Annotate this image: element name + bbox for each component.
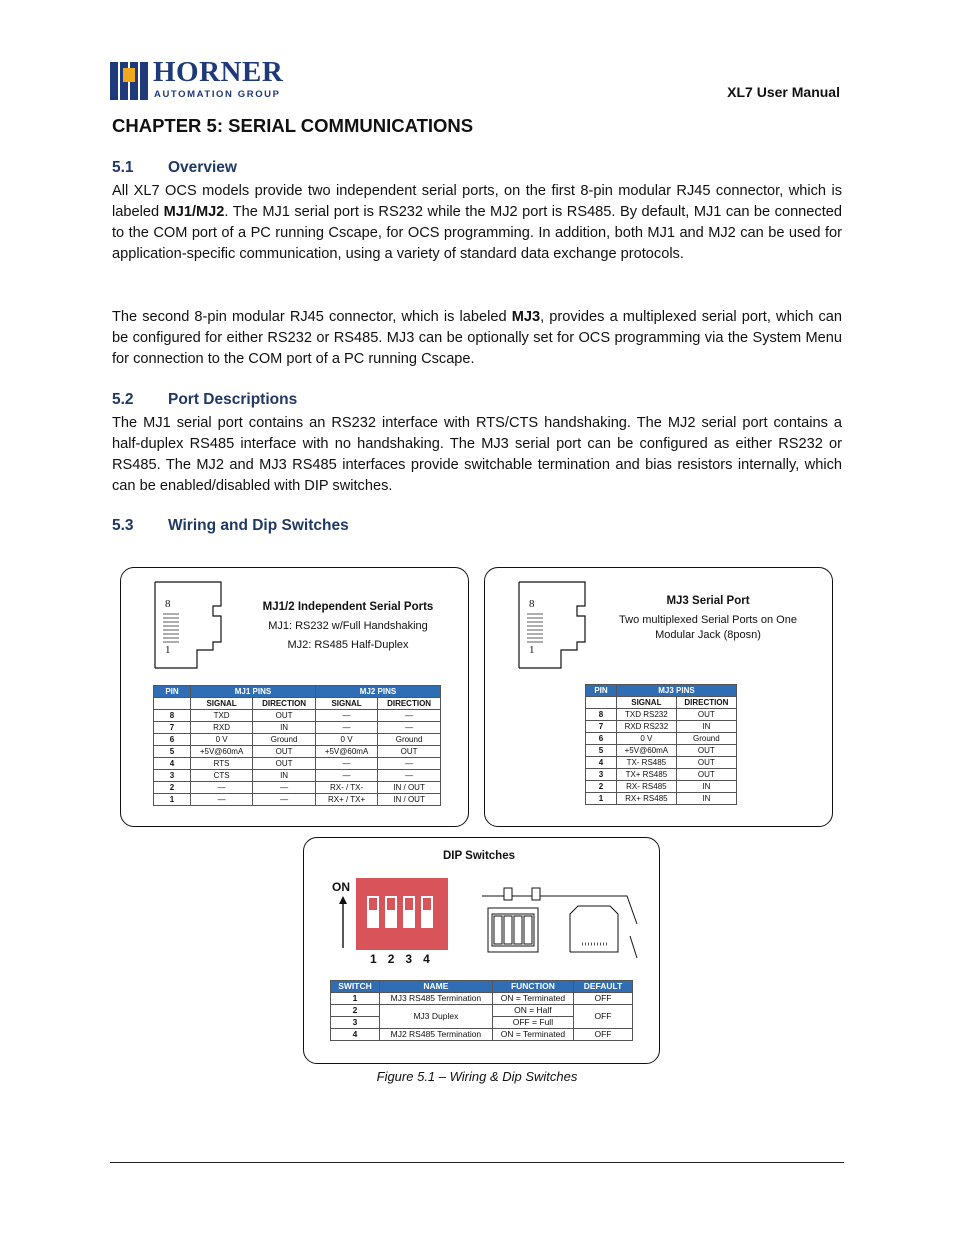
table-cell: OFF = Full [492, 1017, 573, 1029]
dip-on-label: ON [332, 880, 350, 894]
table-cell: — [378, 710, 441, 722]
table-cell: 4 [331, 1029, 380, 1041]
mj12-pin-table [153, 685, 441, 806]
table-cell: OFF [574, 1005, 633, 1029]
table-cell: — [378, 770, 441, 782]
table-row [154, 770, 441, 782]
section-heading-overview [112, 159, 237, 177]
table-cell: IN [253, 770, 316, 782]
table-cell: 1 [586, 793, 617, 805]
overview-paragraph-1 [112, 181, 842, 265]
overview-paragraph-2 [112, 307, 842, 370]
mj12-line1: MJ1: RS232 w/Full Handshaking [268, 620, 428, 632]
mj3-title: MJ3 Serial Port [666, 595, 750, 607]
table-cell: 8 [154, 710, 191, 722]
figure-caption: Figure 5.1 – Wiring & Dip Switches [376, 1069, 578, 1084]
table-cell: — [191, 782, 253, 794]
table-cell: CTS [191, 770, 253, 782]
table-header: FUNCTION [492, 981, 573, 993]
table-row [586, 793, 737, 805]
table-cell: TX- RS485 [617, 757, 677, 769]
table-row [586, 781, 737, 793]
table-row [586, 745, 737, 757]
table-cell: 1 [154, 794, 191, 806]
dip-number: 3 [405, 952, 413, 966]
table-row [586, 733, 737, 745]
table-row [154, 722, 441, 734]
section-number: 5.1 [112, 159, 134, 176]
table-header: MJ1 PINS [191, 686, 316, 698]
table-cell: 7 [586, 721, 617, 733]
table-cell: — [191, 794, 253, 806]
table-cell: +5V@60mA [191, 746, 253, 758]
table-subheader: DIRECTION [253, 698, 316, 710]
table-row [154, 782, 441, 794]
table-cell: IN [676, 721, 736, 733]
table-cell: RX- RS485 [617, 781, 677, 793]
table-cell: MJ3 Duplex [380, 1005, 493, 1029]
table-cell: Ground [378, 734, 441, 746]
dip-number: 1 [370, 952, 377, 966]
table-row [154, 710, 441, 722]
dip-switch-block-icon [356, 878, 448, 950]
table-cell: RTS [191, 758, 253, 770]
table-cell: OUT [676, 757, 736, 769]
section-title: Overview [168, 159, 237, 176]
table-header: SWITCH [331, 981, 380, 993]
section-heading-wiring [112, 517, 349, 535]
table-row [331, 1029, 633, 1041]
table-cell: 6 [586, 733, 617, 745]
table-cell: ON = Terminated [492, 1029, 573, 1041]
table-subheader [154, 698, 191, 710]
table-row [331, 1005, 633, 1017]
table-cell: 0 V [191, 734, 253, 746]
table-cell: — [315, 710, 377, 722]
manual-title: XL7 User Manual [727, 84, 840, 100]
table-cell: — [253, 782, 316, 794]
table-cell: IN / OUT [378, 782, 441, 794]
table-cell: RXD [191, 722, 253, 734]
text-run: All XL7 OCS models provide two independent serial ports, on the first 8-pin modular RJ45 connector, which is labeled [112, 183, 842, 220]
table-cell: OUT [676, 709, 736, 721]
table-cell: — [378, 722, 441, 734]
table-cell: OFF [574, 1029, 633, 1041]
mj3-line2: Modular Jack (8posn) [655, 629, 761, 641]
dip-number-row [370, 952, 450, 966]
chapter-title: CHAPTER 5: SERIAL COMMUNICATIONS [112, 115, 474, 136]
table-subheader: SIGNAL [315, 698, 377, 710]
table-cell: 2 [154, 782, 191, 794]
table-header: NAME [380, 981, 493, 993]
table-row [331, 993, 633, 1005]
section-number: 5.2 [112, 391, 134, 408]
table-cell: MJ3 RS485 Termination [380, 993, 493, 1005]
section-title: Port Descriptions [168, 391, 298, 408]
dip-number: 4 [423, 952, 430, 966]
table-cell: 3 [586, 769, 617, 781]
table-row [154, 746, 441, 758]
table-subheader: SIGNAL [617, 697, 677, 709]
table-cell: 4 [154, 758, 191, 770]
table-cell: ON = Terminated [492, 993, 573, 1005]
text-run: , provides a multiplexed serial port, which can be configured for either RS232 or RS485. MJ3 can be optionally set for OCS programming via the System Menu for connection to the COM port of a PC running Cscape. [112, 309, 842, 367]
table-cell: OUT [253, 758, 316, 770]
table-cell: IN [676, 793, 736, 805]
mj3-panel [484, 567, 833, 827]
table-cell: ON = Half [492, 1005, 573, 1017]
text-bold: MJ3 [511, 309, 541, 325]
section-title: Wiring and Dip Switches [168, 517, 349, 534]
table-cell: 6 [154, 734, 191, 746]
table-row [154, 734, 441, 746]
table-cell: TXD [191, 710, 253, 722]
table-cell: 2 [586, 781, 617, 793]
table-header: PIN [154, 686, 191, 698]
table-cell: 3 [331, 1017, 380, 1029]
table-cell: — [253, 794, 316, 806]
table-cell: OUT [253, 746, 316, 758]
table-cell: — [315, 722, 377, 734]
table-cell: 5 [154, 746, 191, 758]
table-cell: OUT [378, 746, 441, 758]
footer-divider [110, 1162, 844, 1163]
table-cell: 2 [331, 1005, 380, 1017]
table-cell: RXD RS232 [617, 721, 677, 733]
jack-pin-1-label: 1 [529, 644, 535, 656]
jack-pin-8-label: 8 [165, 598, 171, 610]
table-row [586, 757, 737, 769]
mj12-title: MJ1/2 Independent Serial Ports [262, 601, 434, 613]
table-cell: — [378, 758, 441, 770]
table-row [154, 794, 441, 806]
rj45-jack-icon [151, 580, 223, 672]
table-cell: 0 V [315, 734, 377, 746]
table-cell: RX+ RS485 [617, 793, 677, 805]
mj12-panel [120, 567, 469, 827]
table-header: MJ3 PINS [617, 685, 737, 697]
jack-pin-8-label: 8 [529, 598, 535, 610]
table-cell: 7 [154, 722, 191, 734]
table-cell: — [315, 758, 377, 770]
table-cell: IN [253, 722, 316, 734]
device-side-view-icon [482, 886, 642, 962]
table-cell: 3 [154, 770, 191, 782]
table-cell: TXD RS232 [617, 709, 677, 721]
dip-panel [303, 837, 660, 1064]
table-header: DEFAULT [574, 981, 633, 993]
table-row [154, 758, 441, 770]
table-cell: IN [676, 781, 736, 793]
jack-pin-1-label: 1 [165, 644, 171, 656]
table-cell: OUT [676, 745, 736, 757]
table-cell: OUT [253, 710, 316, 722]
table-cell: 1 [331, 993, 380, 1005]
table-cell: +5V@60mA [315, 746, 377, 758]
port-descriptions-paragraph: The MJ1 serial port contains an RS232 interface with RTS/CTS handshaking. The MJ2 serial port contains a half-duplex RS485 interface with no handshaking. The MJ3 serial port can be configured as either RS232 or RS485. The MJ2 and MJ3 RS485 interfaces provide switchable termination and bias resistors internally, which can be enabled/disabled with DIP switches. [112, 415, 842, 494]
text-bold: MJ1/MJ2 [163, 204, 225, 220]
dip-title: DIP Switches [442, 850, 515, 862]
section-number: 5.3 [112, 517, 134, 534]
table-subheader: DIRECTION [378, 698, 441, 710]
table-cell: — [315, 770, 377, 782]
text-run: . The MJ1 serial port is RS232 while the MJ2 port is RS485. By default, MJ1 can be connected to the COM port of a PC running Cscape, for OCS programming. In addition, both MJ1 and MJ2 can be used for application-specific communication, using a variety of standard data exchange protocols. [112, 204, 842, 262]
table-cell: TX+ RS485 [617, 769, 677, 781]
table-header: PIN [586, 685, 617, 697]
table-cell: RX+ / TX+ [315, 794, 377, 806]
table-cell: OFF [574, 993, 633, 1005]
mj3-line1: Two multiplexed Serial Ports on One [619, 614, 797, 626]
section-heading-port-descriptions [112, 391, 297, 409]
table-row [586, 721, 737, 733]
table-cell: MJ2 RS485 Termination [380, 1029, 493, 1041]
dip-switch-table [330, 980, 633, 1041]
table-cell: Ground [253, 734, 316, 746]
arrow-up-icon [338, 896, 348, 950]
horner-logo-icon [110, 60, 154, 102]
table-cell: RX- / TX- [315, 782, 377, 794]
logo-wordmark: HORNER [153, 56, 284, 88]
text-run: The second 8-pin modular RJ45 connector, which is labeled [112, 309, 512, 325]
mj3-pin-table [585, 684, 737, 805]
table-header: MJ2 PINS [315, 686, 440, 698]
table-subheader: DIRECTION [676, 697, 736, 709]
table-cell: +5V@60mA [617, 745, 677, 757]
table-subheader [586, 697, 617, 709]
table-cell: OUT [676, 769, 736, 781]
table-cell: 4 [586, 757, 617, 769]
table-subheader: SIGNAL [191, 698, 253, 710]
table-cell: Ground [676, 733, 736, 745]
table-cell: 8 [586, 709, 617, 721]
rj45-jack-icon [515, 580, 587, 672]
table-cell: 5 [586, 745, 617, 757]
table-row [586, 769, 737, 781]
table-cell: IN / OUT [378, 794, 441, 806]
table-row [586, 709, 737, 721]
mj12-line2: MJ2: RS485 Half-Duplex [287, 639, 409, 651]
dip-number: 2 [387, 952, 395, 966]
logo-subtitle: AUTOMATION GROUP [154, 89, 281, 100]
table-cell: 0 V [617, 733, 677, 745]
